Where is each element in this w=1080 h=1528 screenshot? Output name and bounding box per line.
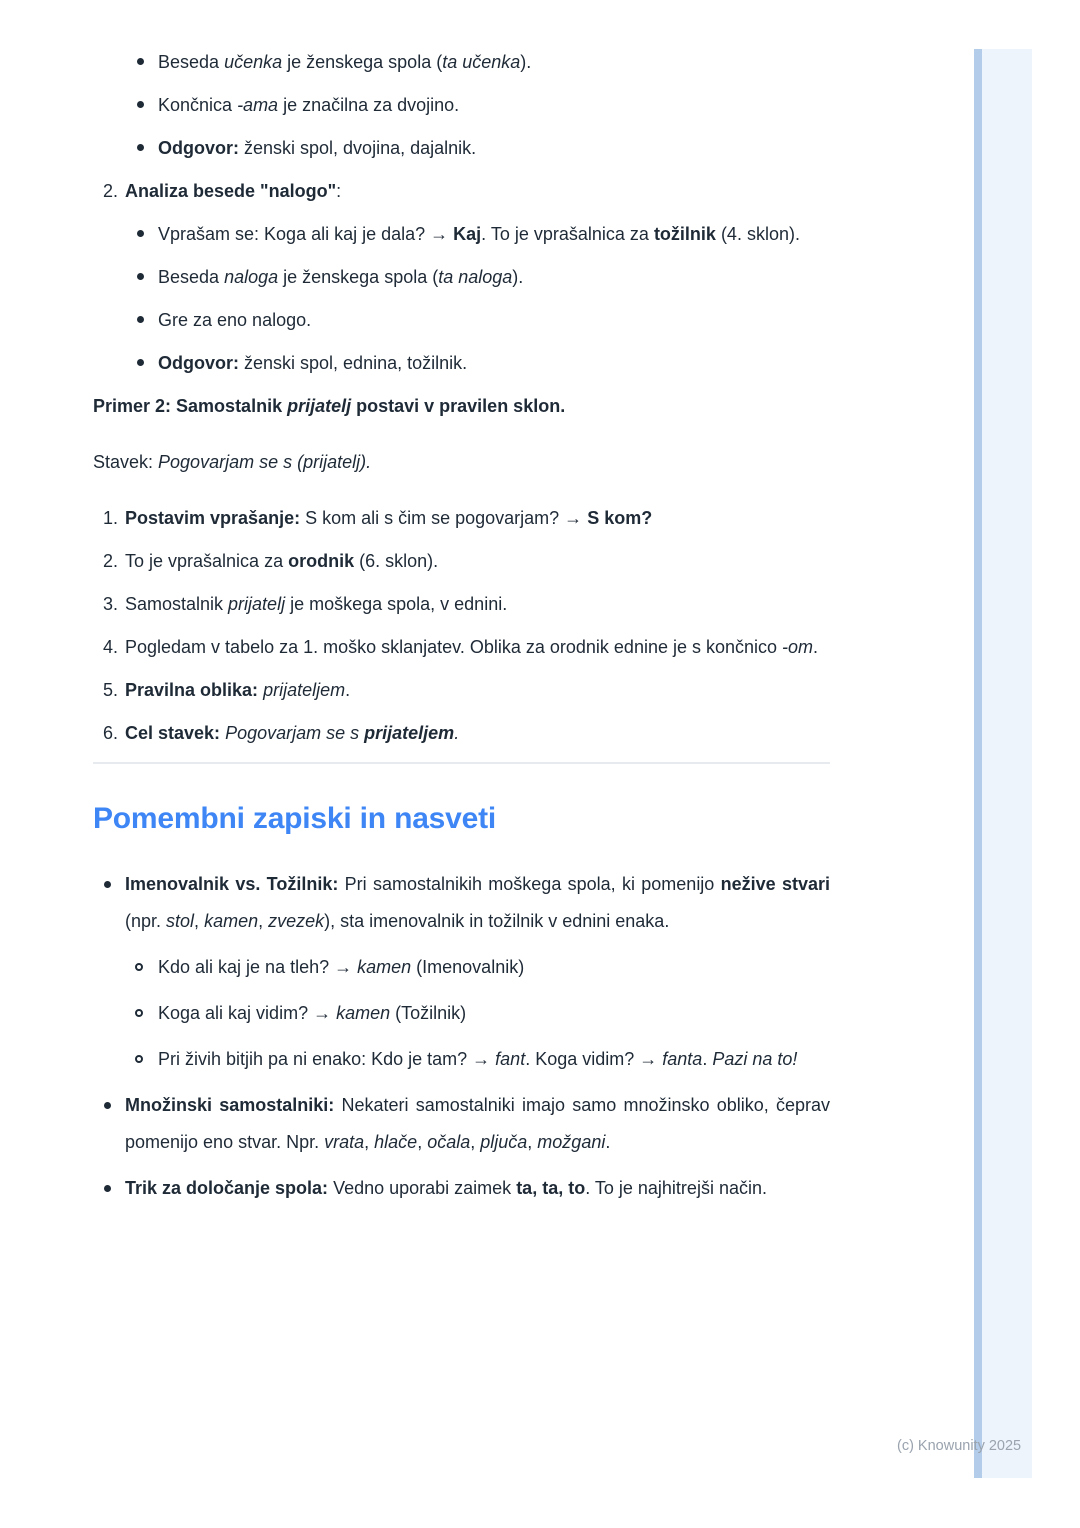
bullet-list	[93, 46, 830, 164]
numbered-list	[93, 175, 830, 207]
circle-bullet-icon	[135, 1009, 143, 1017]
list-item	[93, 588, 830, 620]
text-segment: pljuča	[480, 1132, 528, 1152]
text-segment: ,	[364, 1132, 375, 1152]
bullet-icon	[137, 316, 144, 323]
circle-bullet-icon	[135, 963, 143, 971]
list-item	[93, 347, 830, 379]
text-segment: Pri samostalnikih moškega spola, ki pomenijo	[338, 874, 721, 894]
text-segment: Koga ali kaj vidim? →	[158, 1003, 337, 1023]
text-segment: tožilnik	[653, 224, 716, 244]
text-segment: prijatelj	[287, 396, 352, 416]
list-item-text	[125, 717, 830, 749]
list-item	[93, 89, 830, 121]
text-segment: orodnik	[288, 551, 355, 571]
list-item-text	[158, 1041, 830, 1078]
bullet-icon	[104, 1102, 111, 1109]
scrollbar-thumb[interactable]	[974, 49, 982, 1478]
text-segment: ta naloga	[438, 267, 513, 287]
list-item	[93, 545, 830, 577]
text-segment: :	[336, 181, 342, 201]
text-segment: . To je najhitrejši način.	[585, 1178, 767, 1198]
paragraph	[93, 390, 830, 422]
list-number: 6.	[103, 723, 119, 743]
text-segment: Beseda	[158, 267, 225, 287]
text-segment: možgani	[537, 1132, 606, 1152]
text-segment: ta učenka	[442, 52, 521, 72]
bullet-icon	[104, 1185, 111, 1192]
text-segment: Postavim vprašanje:	[125, 508, 301, 528]
bullet-icon	[137, 144, 144, 151]
text-segment: je ženskega spola (	[282, 52, 443, 72]
text-segment: S kom?	[587, 508, 653, 528]
text-segment: ,	[527, 1132, 538, 1152]
text-segment: Kdo ali kaj je na tleh? →	[158, 957, 358, 977]
list-number: 2.	[103, 551, 119, 571]
list-item	[93, 631, 830, 663]
list-item	[93, 175, 830, 207]
text-segment: Imenovalnik vs. Tožilnik:	[125, 874, 339, 894]
text-segment: Množinski samostalniki:	[125, 1095, 335, 1115]
bullet-icon	[104, 881, 111, 888]
bullet-icon	[137, 230, 144, 237]
text-segment: kamen	[204, 911, 259, 931]
text-segment: Trik za določanje spola:	[125, 1178, 329, 1198]
text-segment: -ama	[237, 95, 279, 115]
text-segment: (npr.	[125, 911, 167, 931]
bullet-icon	[137, 58, 144, 65]
text-segment: očala	[427, 1132, 471, 1152]
scrollbar-track[interactable]	[974, 49, 1032, 1478]
list-number: 1.	[103, 508, 119, 528]
list-item-text	[125, 588, 830, 620]
text-segment: .	[605, 1132, 611, 1152]
text-segment: Cel stavek:	[125, 723, 221, 743]
list-item-text	[158, 949, 830, 986]
text-segment: Analiza besede "nalogo"	[125, 181, 337, 201]
text-segment: Primer 2: Samostalnik	[93, 396, 288, 416]
text-segment: prijateljem	[364, 723, 455, 743]
list-item	[93, 674, 830, 706]
text-segment: .	[345, 680, 351, 700]
text-segment: Končnica	[158, 95, 238, 115]
text-segment: naloga	[224, 267, 279, 287]
list-item-text	[158, 218, 830, 250]
text-segment: ta, ta, to	[516, 1178, 586, 1198]
text-segment: Pogledam v tabelo za 1. moško sklanjatev. Oblika za orodnik ednine je s končnico	[125, 637, 783, 657]
list-number: 3.	[103, 594, 119, 614]
bullet-list	[93, 218, 830, 379]
list-number: 5.	[103, 680, 119, 700]
text-segment: (Imenovalnik)	[411, 957, 525, 977]
text-segment: prijatelj	[228, 594, 286, 614]
list-item	[93, 1087, 830, 1161]
list-item	[93, 218, 830, 250]
list-item-text	[125, 1170, 830, 1207]
text-segment: Vprašam se: Koga ali kaj je dala? →	[158, 224, 454, 244]
text-segment: je moškega spola, v ednini.	[285, 594, 508, 614]
text-segment: Pogovarjam se s	[225, 723, 365, 743]
list-number: 2.	[103, 181, 119, 201]
text-segment: ,	[470, 1132, 481, 1152]
text-segment: .	[702, 1049, 713, 1069]
text-segment: Vedno uporabi zaimek	[328, 1178, 517, 1198]
list-item-text	[158, 46, 830, 78]
text-segment: je ženskega spola (	[278, 267, 439, 287]
list-item-text	[158, 89, 830, 121]
list-item-text	[125, 545, 830, 577]
text-segment: ,	[417, 1132, 428, 1152]
list-item-text	[158, 347, 830, 379]
bullet-icon	[137, 359, 144, 366]
bullet-list	[93, 1087, 830, 1207]
text-segment: ženski spol, dvojina, dajalnik.	[239, 138, 477, 158]
text-segment: Pazi na to!	[712, 1049, 798, 1069]
text-segment: Nekateri samostalniki imajo samo množinsko obliko, čeprav pomenijo eno stvar. Npr.	[125, 1095, 830, 1152]
text-segment: S kom ali s čim se pogovarjam? →	[300, 508, 588, 528]
text-segment: . To je vprašalnica za	[481, 224, 654, 244]
text-segment: vrata	[324, 1132, 365, 1152]
list-item-text	[125, 175, 830, 207]
text-segment: Odgovor:	[158, 138, 239, 158]
list-item	[93, 995, 830, 1032]
text-segment: stol	[166, 911, 195, 931]
text-segment: nežive stvari	[720, 874, 831, 894]
list-item	[93, 1041, 830, 1078]
list-item-text	[158, 132, 830, 164]
paragraph	[93, 446, 830, 478]
text-segment: učenka	[224, 52, 283, 72]
text-segment: je značilna za dvojino.	[278, 95, 460, 115]
text-segment: postavi v pravilen sklon.	[351, 396, 566, 416]
list-item	[93, 717, 830, 749]
text-segment: ženski spol, ednina, tožilnik.	[239, 353, 468, 373]
text-segment: kamen	[336, 1003, 391, 1023]
list-item-text	[125, 631, 830, 663]
list-item	[93, 46, 830, 78]
text-segment: Pri živih bitjih pa ni enako: Kdo je tam? →	[158, 1049, 496, 1069]
text-segment: fanta	[662, 1049, 703, 1069]
text-segment: ).	[520, 52, 532, 72]
text-segment: (Tožilnik)	[390, 1003, 467, 1023]
text-segment: fant	[495, 1049, 526, 1069]
list-item-text	[125, 1087, 830, 1161]
list-item	[93, 1170, 830, 1207]
text-segment: Pogovarjam se s (prijatelj).	[158, 452, 372, 472]
document-content	[93, 46, 830, 1216]
list-item	[93, 866, 830, 940]
text-segment: Samostalnik	[125, 594, 229, 614]
text-segment: ,	[258, 911, 269, 931]
list-item-text	[158, 261, 830, 293]
list-number: 4.	[103, 637, 119, 657]
text-segment: ,	[194, 911, 205, 931]
numbered-list	[93, 502, 830, 749]
text-segment: . Koga vidim? →	[525, 1049, 663, 1069]
text-segment: Gre za eno nalogo.	[158, 310, 312, 330]
section-divider	[93, 762, 830, 764]
text-segment: ), sta imenovalnik in tožilnik v ednini enaka.	[324, 911, 670, 931]
list-item	[93, 949, 830, 986]
text-segment: To je vprašalnica za	[125, 551, 289, 571]
bullet-icon	[137, 273, 144, 280]
text-segment: -om	[782, 637, 814, 657]
text-segment: prijateljem	[263, 680, 346, 700]
text-segment: Pravilna oblika:	[125, 680, 259, 700]
list-item-text	[125, 866, 830, 940]
text-segment: kamen	[357, 957, 412, 977]
list-item-text	[125, 674, 830, 706]
text-segment: Kaj	[453, 224, 482, 244]
list-item	[93, 261, 830, 293]
text-segment: (6. sklon).	[354, 551, 439, 571]
list-item-text	[158, 304, 830, 336]
text-segment: hlače	[374, 1132, 418, 1152]
circle-bullet-icon	[135, 1055, 143, 1063]
text-segment: Odgovor:	[158, 353, 239, 373]
text-segment: (4. sklon).	[715, 224, 800, 244]
knowunity-watermark: (c) Knowunity 2025	[897, 1438, 1022, 1454]
text-segment: zvezek	[268, 911, 325, 931]
list-item	[93, 132, 830, 164]
text-segment: .	[454, 723, 460, 743]
text-segment: Beseda	[158, 52, 225, 72]
bullet-icon	[137, 101, 144, 108]
list-item	[93, 502, 830, 534]
text-segment: Stavek:	[93, 452, 159, 472]
text-segment: ).	[512, 267, 524, 287]
bullet-list	[93, 866, 830, 940]
section-heading: Pomembni zapiski in nasveti	[93, 802, 497, 835]
bullet-list	[93, 949, 830, 1078]
list-item-text	[125, 502, 830, 534]
text-segment: .	[813, 637, 819, 657]
list-item-text	[158, 995, 830, 1032]
list-item	[93, 304, 830, 336]
